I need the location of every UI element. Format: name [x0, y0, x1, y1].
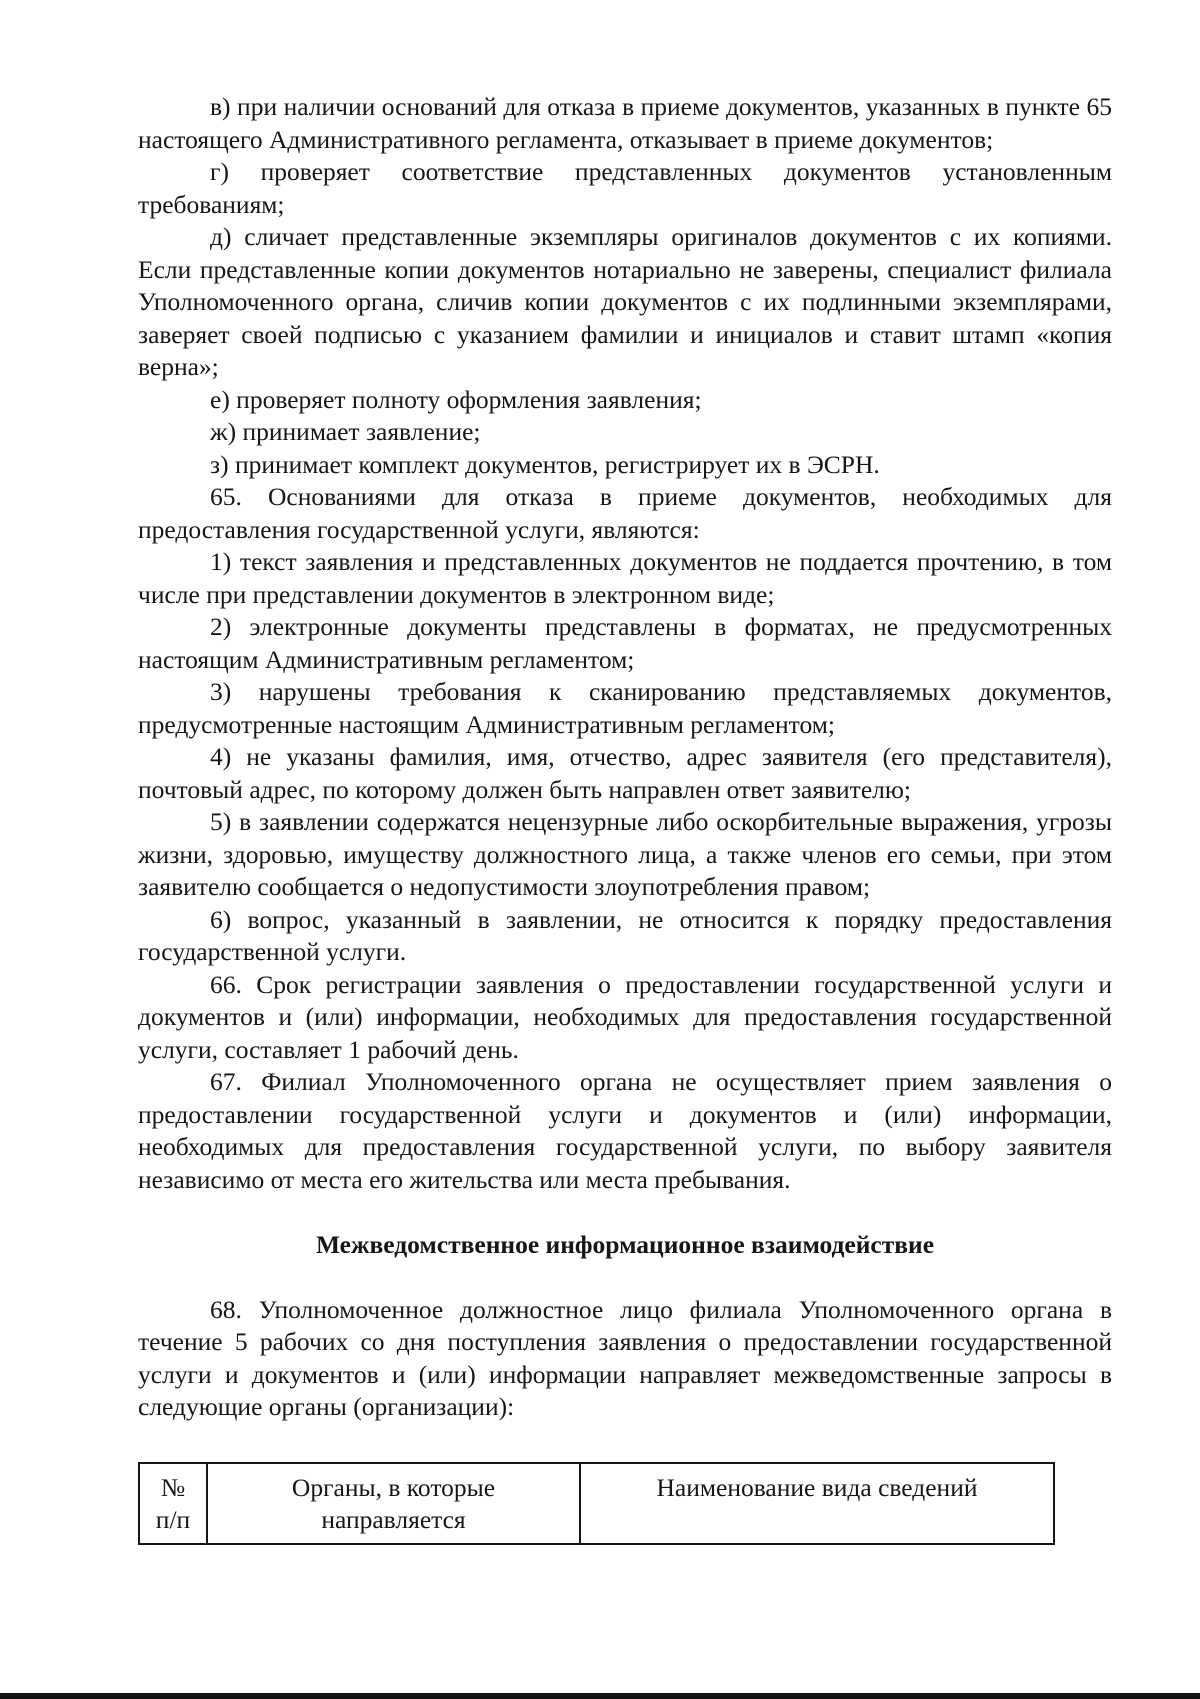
clause-65-item-2: 2) электронные документы представлены в форматах, не предусмотренных настоящим Административным регламентом; [138, 612, 1112, 674]
clause-68: 68. Уполномоченное должностное лицо филиала Уполномоченного органа в течение 5 рабочих со дня поступления заявления о предоставлении государственной услуги и документов и (или) информации направляет межведомственные запросы в следующие органы (организации): [138, 1294, 1112, 1421]
table-header-row [139, 1463, 1054, 1544]
column-header-number-line1: № [160, 1472, 186, 1502]
list-item-v: в) при наличии оснований для отказа в приеме документов, указанных в пункте 65 настоящего Административного регламента, отказывает в приеме документов; [138, 92, 1112, 154]
column-header-organ-line2: направляется [321, 1505, 466, 1534]
column-header-organ-line1: Органы, в которые [291, 1472, 496, 1502]
clause-65-item-1: 1) текст заявления и представленных документов не поддается прочтению, в том числе при представлении документов в электронном виде; [138, 547, 1112, 609]
column-header-info-type-label: Наименование вида сведений [656, 1472, 978, 1502]
clause-65: 65. Основаниями для отказа в приеме документов, необходимых для предоставления государственной услуги, являются: [138, 482, 1112, 544]
list-item-d: д) сличает представленные экземпляры оригиналов документов с их копиями. Если представленные копии документов нотариально не заверены, специалист филиала Уполномоченного органа, сличив копии документов с их подлинными экземплярами, заверяет своей подписью с указанием фамилии и инициалов и ставит штамп «копия верна»; [138, 222, 1112, 381]
list-item-z: з) принимает комплект документов, регистрирует их в ЭСРН. [210, 449, 880, 479]
document-page [138, 91, 1112, 1545]
column-header-number-line2: п/п [155, 1505, 191, 1534]
clause-67: 67. Филиал Уполномоченного органа не осуществляет прием заявления о предоставлении государственной услуги и документов и (или) информации, необходимых для предоставления государственной услуги, по выбору заявителя независимо от места его жительства или места пребывания. [138, 1067, 1112, 1194]
interagency-requests-table [138, 1462, 1055, 1545]
section-heading: Межведомственное информационное взаимодействие [315, 1230, 935, 1259]
column-header-info-type [580, 1463, 1054, 1544]
clause-65-item-4: 4) не указаны фамилия, имя, отчество, адрес заявителя (его представителя), почтовый адрес, по которому должен быть направлен ответ заявителю; [138, 742, 1112, 804]
clause-65-item-3: 3) нарушены требования к сканированию представляемых документов, предусмотренные настоящим Административным регламентом; [138, 677, 1112, 739]
list-item-g: г) проверяет соответствие представленных документов установленным требованиям; [138, 157, 1112, 219]
scan-bottom-edge [0, 1693, 1200, 1699]
column-header-number [139, 1463, 207, 1544]
column-header-organ [207, 1463, 580, 1544]
clause-65-item-5: 5) в заявлении содержатся нецензурные либо оскорбительные выражения, угрозы жизни, здоровью, имуществу должностного лица, а также членов его семьи, при этом заявителю сообщается о недопустимости злоупотребления правом; [138, 807, 1112, 901]
list-item-zh: ж) принимает заявление; [210, 417, 481, 446]
clause-65-item-6: 6) вопрос, указанный в заявлении, не относится к порядку предоставления государственной услуги. [138, 904, 1112, 966]
list-item-e: е) проверяет полноту оформления заявления; [210, 384, 702, 414]
clause-66: 66. Срок регистрации заявления о предоставлении государственной услуги и документов и (или) информации, необходимых для предоставления государственной услуги, составляет 1 рабочий день. [138, 969, 1112, 1064]
